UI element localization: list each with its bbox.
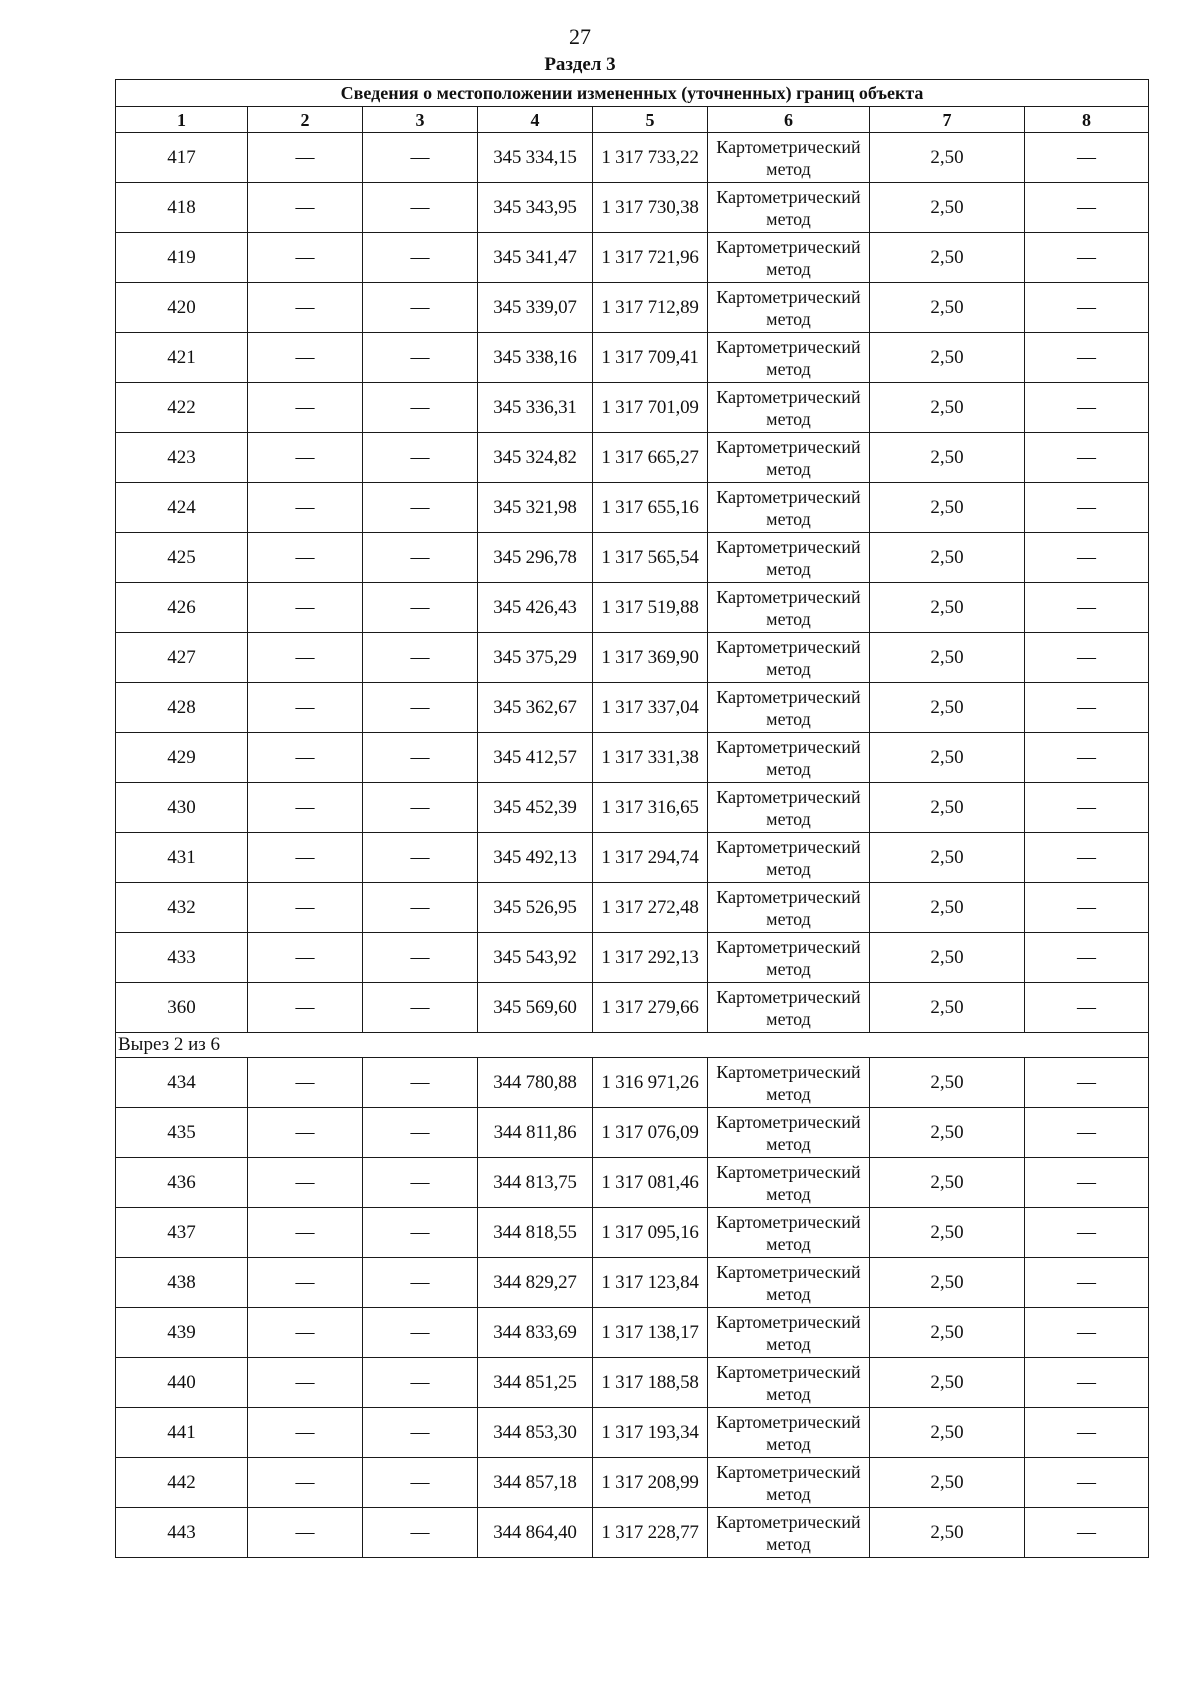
- precision-cell: 2,50: [870, 1508, 1025, 1558]
- x-coordinate-cell: 344 818,55: [478, 1208, 593, 1258]
- column-3-cell: —: [363, 383, 478, 433]
- column-8-cell: —: [1025, 1108, 1149, 1158]
- column-number-1: 1: [116, 107, 248, 133]
- column-3-cell: —: [363, 1508, 478, 1558]
- section-title: Раздел 3: [544, 54, 616, 75]
- column-2-cell: —: [248, 1108, 363, 1158]
- precision-cell: 2,50: [870, 1408, 1025, 1458]
- x-coordinate-cell: 345 526,95: [478, 883, 593, 933]
- column-8-cell: —: [1025, 433, 1149, 483]
- point-number-cell: 432: [116, 883, 248, 933]
- precision-cell: 2,50: [870, 433, 1025, 483]
- column-number-3: 3: [363, 107, 478, 133]
- table-row: [116, 483, 1149, 533]
- coordinates-table: [115, 79, 1149, 1558]
- x-coordinate-cell: 345 362,67: [478, 683, 593, 733]
- table-row: [116, 683, 1149, 733]
- precision-cell: 2,50: [870, 333, 1025, 383]
- column-2-cell: —: [248, 1358, 363, 1408]
- table-row: [116, 1058, 1149, 1108]
- column-2-cell: —: [248, 1058, 363, 1108]
- column-8-cell: —: [1025, 1158, 1149, 1208]
- y-coordinate-cell: 1 317 655,16: [593, 483, 708, 533]
- method-cell: Картометрический метод: [708, 583, 870, 633]
- table-row: [116, 283, 1149, 333]
- y-coordinate-cell: 1 317 665,27: [593, 433, 708, 483]
- column-8-cell: —: [1025, 483, 1149, 533]
- table-row: [116, 383, 1149, 433]
- column-8-cell: —: [1025, 333, 1149, 383]
- table-row: [116, 1458, 1149, 1508]
- x-coordinate-cell: 345 338,16: [478, 333, 593, 383]
- y-coordinate-cell: 1 317 272,48: [593, 883, 708, 933]
- precision-cell: 2,50: [870, 1258, 1025, 1308]
- table-row: [116, 1208, 1149, 1258]
- column-2-cell: —: [248, 1408, 363, 1458]
- column-8-cell: —: [1025, 583, 1149, 633]
- x-coordinate-cell: 345 375,29: [478, 633, 593, 683]
- y-coordinate-cell: 1 317 519,88: [593, 583, 708, 633]
- x-coordinate-cell: 344 780,88: [478, 1058, 593, 1108]
- point-number-cell: 435: [116, 1108, 248, 1158]
- column-2-cell: —: [248, 1458, 363, 1508]
- column-number-7: 7: [870, 107, 1025, 133]
- method-cell: Картометрический метод: [708, 483, 870, 533]
- precision-cell: 2,50: [870, 383, 1025, 433]
- point-number-cell: 425: [116, 533, 248, 583]
- column-2-cell: —: [248, 383, 363, 433]
- point-number-cell: 423: [116, 433, 248, 483]
- method-cell: Картометрический метод: [708, 283, 870, 333]
- x-coordinate-cell: 344 864,40: [478, 1508, 593, 1558]
- column-2-cell: —: [248, 283, 363, 333]
- table-row: [116, 633, 1149, 683]
- point-number-cell: 424: [116, 483, 248, 533]
- column-8-cell: —: [1025, 183, 1149, 233]
- x-coordinate-cell: 345 296,78: [478, 533, 593, 583]
- point-number-cell: 426: [116, 583, 248, 633]
- column-3-cell: —: [363, 1058, 478, 1108]
- y-coordinate-cell: 1 317 095,16: [593, 1208, 708, 1258]
- table-row: [116, 1108, 1149, 1158]
- y-coordinate-cell: 1 317 292,13: [593, 933, 708, 983]
- method-cell: Картометрический метод: [708, 1058, 870, 1108]
- table-row: [116, 583, 1149, 633]
- column-8-cell: —: [1025, 233, 1149, 283]
- y-coordinate-cell: 1 317 701,09: [593, 383, 708, 433]
- column-8-cell: —: [1025, 983, 1149, 1033]
- y-coordinate-cell: 1 317 193,34: [593, 1408, 708, 1458]
- column-2-cell: —: [248, 333, 363, 383]
- column-2-cell: —: [248, 133, 363, 183]
- table-row: [116, 533, 1149, 583]
- column-2-cell: —: [248, 533, 363, 583]
- column-2-cell: —: [248, 583, 363, 633]
- column-8-cell: —: [1025, 1408, 1149, 1458]
- y-coordinate-cell: 1 317 123,84: [593, 1258, 708, 1308]
- method-cell: Картометрический метод: [708, 133, 870, 183]
- page-number: 27: [569, 24, 591, 49]
- y-coordinate-cell: 1 317 076,09: [593, 1108, 708, 1158]
- x-coordinate-cell: 345 426,43: [478, 583, 593, 633]
- precision-cell: 2,50: [870, 783, 1025, 833]
- x-coordinate-cell: 344 833,69: [478, 1308, 593, 1358]
- column-2-cell: —: [248, 1508, 363, 1558]
- point-number-cell: 442: [116, 1458, 248, 1508]
- column-8-cell: —: [1025, 1308, 1149, 1358]
- precision-cell: 2,50: [870, 133, 1025, 183]
- method-cell: Картометрический метод: [708, 733, 870, 783]
- column-2-cell: —: [248, 433, 363, 483]
- y-coordinate-cell: 1 316 971,26: [593, 1058, 708, 1108]
- table-row: [116, 1508, 1149, 1558]
- point-number-cell: 443: [116, 1508, 248, 1558]
- precision-cell: 2,50: [870, 483, 1025, 533]
- column-2-cell: —: [248, 183, 363, 233]
- x-coordinate-cell: 345 543,92: [478, 933, 593, 983]
- point-number-cell: 428: [116, 683, 248, 733]
- x-coordinate-cell: 345 492,13: [478, 833, 593, 883]
- point-number-cell: 422: [116, 383, 248, 433]
- x-coordinate-cell: 345 324,82: [478, 433, 593, 483]
- method-cell: Картометрический метод: [708, 1208, 870, 1258]
- method-cell: Картометрический метод: [708, 683, 870, 733]
- point-number-cell: 436: [116, 1158, 248, 1208]
- method-cell: Картометрический метод: [708, 1408, 870, 1458]
- table-row: [116, 233, 1149, 283]
- precision-cell: 2,50: [870, 933, 1025, 983]
- method-cell: Картометрический метод: [708, 333, 870, 383]
- x-coordinate-cell: 344 851,25: [478, 1358, 593, 1408]
- column-3-cell: —: [363, 933, 478, 983]
- y-coordinate-cell: 1 317 138,17: [593, 1308, 708, 1358]
- y-coordinate-cell: 1 317 730,38: [593, 183, 708, 233]
- y-coordinate-cell: 1 317 279,66: [593, 983, 708, 1033]
- table-row: [116, 783, 1149, 833]
- point-number-cell: 434: [116, 1058, 248, 1108]
- column-3-cell: —: [363, 133, 478, 183]
- table-row: [116, 433, 1149, 483]
- column-2-cell: —: [248, 1158, 363, 1208]
- precision-cell: 2,50: [870, 883, 1025, 933]
- table-row: [116, 833, 1149, 883]
- column-2-cell: —: [248, 783, 363, 833]
- column-3-cell: —: [363, 333, 478, 383]
- table-row: [116, 1408, 1149, 1458]
- table-row: [116, 1258, 1149, 1308]
- column-3-cell: —: [363, 183, 478, 233]
- point-number-cell: 421: [116, 333, 248, 383]
- column-2-cell: —: [248, 1208, 363, 1258]
- column-8-cell: —: [1025, 933, 1149, 983]
- y-coordinate-cell: 1 317 733,22: [593, 133, 708, 183]
- x-coordinate-cell: 345 452,39: [478, 783, 593, 833]
- column-2-cell: —: [248, 833, 363, 883]
- x-coordinate-cell: 345 339,07: [478, 283, 593, 333]
- column-3-cell: —: [363, 1258, 478, 1308]
- y-coordinate-cell: 1 317 709,41: [593, 333, 708, 383]
- point-number-cell: 417: [116, 133, 248, 183]
- method-cell: Картометрический метод: [708, 783, 870, 833]
- table-row: [116, 883, 1149, 933]
- point-number-cell: 441: [116, 1408, 248, 1458]
- point-number-cell: 438: [116, 1258, 248, 1308]
- precision-cell: 2,50: [870, 533, 1025, 583]
- column-3-cell: —: [363, 283, 478, 333]
- method-cell: Картометрический метод: [708, 1458, 870, 1508]
- x-coordinate-cell: 345 341,47: [478, 233, 593, 283]
- method-cell: Картометрический метод: [708, 433, 870, 483]
- y-coordinate-cell: 1 317 712,89: [593, 283, 708, 333]
- method-cell: Картометрический метод: [708, 933, 870, 983]
- precision-cell: 2,50: [870, 583, 1025, 633]
- method-cell: Картометрический метод: [708, 1258, 870, 1308]
- precision-cell: 2,50: [870, 283, 1025, 333]
- table-row: [116, 133, 1149, 183]
- table-caption: Сведения о местоположении измененных (уточненных) границ объекта: [116, 80, 1149, 107]
- column-8-cell: —: [1025, 833, 1149, 883]
- y-coordinate-cell: 1 317 294,74: [593, 833, 708, 883]
- column-3-cell: —: [363, 833, 478, 883]
- column-2-cell: —: [248, 933, 363, 983]
- method-cell: Картометрический метод: [708, 383, 870, 433]
- precision-cell: 2,50: [870, 1158, 1025, 1208]
- column-3-cell: —: [363, 733, 478, 783]
- precision-cell: 2,50: [870, 1458, 1025, 1508]
- y-coordinate-cell: 1 317 188,58: [593, 1358, 708, 1408]
- x-coordinate-cell: 345 343,95: [478, 183, 593, 233]
- method-cell: Картометрический метод: [708, 1158, 870, 1208]
- y-coordinate-cell: 1 317 208,99: [593, 1458, 708, 1508]
- table-row: [116, 933, 1149, 983]
- precision-cell: 2,50: [870, 983, 1025, 1033]
- column-2-cell: —: [248, 983, 363, 1033]
- column-3-cell: —: [363, 1158, 478, 1208]
- column-8-cell: —: [1025, 383, 1149, 433]
- column-2-cell: —: [248, 883, 363, 933]
- point-number-cell: 433: [116, 933, 248, 983]
- column-8-cell: —: [1025, 783, 1149, 833]
- table-row: [116, 983, 1149, 1033]
- y-coordinate-cell: 1 317 331,38: [593, 733, 708, 783]
- point-number-cell: 437: [116, 1208, 248, 1258]
- method-cell: Картометрический метод: [708, 1108, 870, 1158]
- column-3-cell: —: [363, 983, 478, 1033]
- point-number-cell: 440: [116, 1358, 248, 1408]
- column-3-cell: —: [363, 783, 478, 833]
- point-number-cell: 429: [116, 733, 248, 783]
- point-number-cell: 418: [116, 183, 248, 233]
- x-coordinate-cell: 344 853,30: [478, 1408, 593, 1458]
- table-caption-row: [116, 80, 1149, 107]
- column-number-4: 4: [478, 107, 593, 133]
- method-cell: Картометрический метод: [708, 633, 870, 683]
- column-2-cell: —: [248, 483, 363, 533]
- column-3-cell: —: [363, 683, 478, 733]
- column-3-cell: —: [363, 1308, 478, 1358]
- precision-cell: 2,50: [870, 183, 1025, 233]
- y-coordinate-cell: 1 317 721,96: [593, 233, 708, 283]
- column-8-cell: —: [1025, 883, 1149, 933]
- column-number-6: 6: [708, 107, 870, 133]
- column-number-row: [116, 107, 1149, 133]
- y-coordinate-cell: 1 317 081,46: [593, 1158, 708, 1208]
- x-coordinate-cell: 344 811,86: [478, 1108, 593, 1158]
- method-cell: Картометрический метод: [708, 183, 870, 233]
- y-coordinate-cell: 1 317 565,54: [593, 533, 708, 583]
- point-number-cell: 439: [116, 1308, 248, 1358]
- column-3-cell: —: [363, 583, 478, 633]
- column-8-cell: —: [1025, 1258, 1149, 1308]
- precision-cell: 2,50: [870, 1358, 1025, 1408]
- point-number-cell: 427: [116, 633, 248, 683]
- column-8-cell: —: [1025, 683, 1149, 733]
- column-2-cell: —: [248, 633, 363, 683]
- point-number-cell: 419: [116, 233, 248, 283]
- table-row: [116, 733, 1149, 783]
- column-8-cell: —: [1025, 633, 1149, 683]
- column-2-cell: —: [248, 1308, 363, 1358]
- x-coordinate-cell: 344 857,18: [478, 1458, 593, 1508]
- column-8-cell: —: [1025, 533, 1149, 583]
- method-cell: Картометрический метод: [708, 1508, 870, 1558]
- x-coordinate-cell: 345 336,31: [478, 383, 593, 433]
- precision-cell: 2,50: [870, 633, 1025, 683]
- column-2-cell: —: [248, 733, 363, 783]
- column-8-cell: —: [1025, 733, 1149, 783]
- column-2-cell: —: [248, 683, 363, 733]
- method-cell: Картометрический метод: [708, 883, 870, 933]
- subsection-label: Вырез 2 из 6: [116, 1033, 1149, 1058]
- column-3-cell: —: [363, 483, 478, 533]
- x-coordinate-cell: 345 321,98: [478, 483, 593, 533]
- table-row: [116, 333, 1149, 383]
- y-coordinate-cell: 1 317 228,77: [593, 1508, 708, 1558]
- method-cell: Картометрический метод: [708, 833, 870, 883]
- table-row: [116, 1358, 1149, 1408]
- column-3-cell: —: [363, 1408, 478, 1458]
- column-3-cell: —: [363, 1208, 478, 1258]
- method-cell: Картометрический метод: [708, 1358, 870, 1408]
- table-row: [116, 1308, 1149, 1358]
- column-3-cell: —: [363, 1458, 478, 1508]
- method-cell: Картометрический метод: [708, 233, 870, 283]
- precision-cell: 2,50: [870, 1208, 1025, 1258]
- column-3-cell: —: [363, 533, 478, 583]
- column-8-cell: —: [1025, 1508, 1149, 1558]
- column-8-cell: —: [1025, 283, 1149, 333]
- point-number-cell: 431: [116, 833, 248, 883]
- x-coordinate-cell: 344 829,27: [478, 1258, 593, 1308]
- precision-cell: 2,50: [870, 833, 1025, 883]
- column-number-8: 8: [1025, 107, 1149, 133]
- precision-cell: 2,50: [870, 1058, 1025, 1108]
- precision-cell: 2,50: [870, 233, 1025, 283]
- column-8-cell: —: [1025, 1458, 1149, 1508]
- y-coordinate-cell: 1 317 316,65: [593, 783, 708, 833]
- x-coordinate-cell: 345 569,60: [478, 983, 593, 1033]
- subsection-row: [116, 1033, 1149, 1058]
- table-body: [116, 80, 1149, 1558]
- x-coordinate-cell: 345 334,15: [478, 133, 593, 183]
- point-number-cell: 360: [116, 983, 248, 1033]
- precision-cell: 2,50: [870, 683, 1025, 733]
- column-2-cell: —: [248, 233, 363, 283]
- column-number-5: 5: [593, 107, 708, 133]
- point-number-cell: 430: [116, 783, 248, 833]
- column-8-cell: —: [1025, 133, 1149, 183]
- precision-cell: 2,50: [870, 733, 1025, 783]
- column-3-cell: —: [363, 883, 478, 933]
- column-2-cell: —: [248, 1258, 363, 1308]
- y-coordinate-cell: 1 317 337,04: [593, 683, 708, 733]
- x-coordinate-cell: 345 412,57: [478, 733, 593, 783]
- method-cell: Картометрический метод: [708, 983, 870, 1033]
- column-3-cell: —: [363, 1358, 478, 1408]
- x-coordinate-cell: 344 813,75: [478, 1158, 593, 1208]
- precision-cell: 2,50: [870, 1108, 1025, 1158]
- column-3-cell: —: [363, 433, 478, 483]
- column-8-cell: —: [1025, 1208, 1149, 1258]
- point-number-cell: 420: [116, 283, 248, 333]
- method-cell: Картометрический метод: [708, 1308, 870, 1358]
- column-3-cell: —: [363, 1108, 478, 1158]
- precision-cell: 2,50: [870, 1308, 1025, 1358]
- column-3-cell: —: [363, 633, 478, 683]
- table-row: [116, 1158, 1149, 1208]
- method-cell: Картометрический метод: [708, 533, 870, 583]
- column-8-cell: —: [1025, 1358, 1149, 1408]
- column-8-cell: —: [1025, 1058, 1149, 1108]
- column-3-cell: —: [363, 233, 478, 283]
- column-number-2: 2: [248, 107, 363, 133]
- y-coordinate-cell: 1 317 369,90: [593, 633, 708, 683]
- table-row: [116, 183, 1149, 233]
